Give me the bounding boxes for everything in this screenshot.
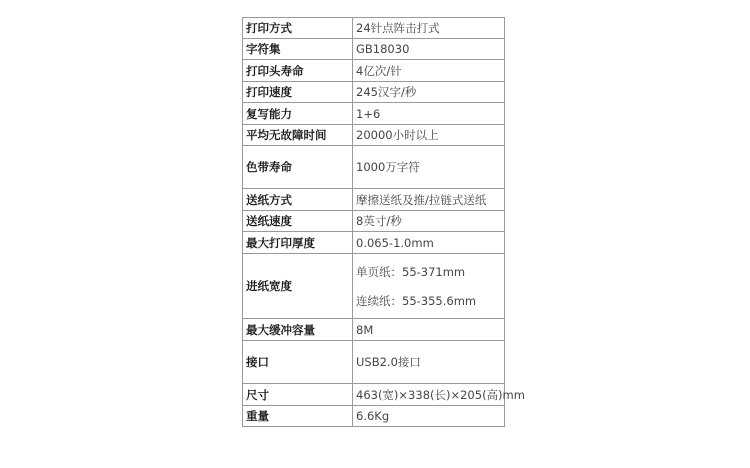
spec-row-buffer xyxy=(243,319,505,341)
spec-value: 6.6Kg xyxy=(353,406,505,427)
spec-row-head-life xyxy=(243,60,505,82)
spec-value-single-sheet: 单页纸：55-371mm xyxy=(356,264,466,279)
spec-label: 接口 xyxy=(243,341,353,384)
spec-label: 进纸宽度 xyxy=(243,254,353,319)
spec-value: 8英寸/秒 xyxy=(353,211,505,232)
spec-row-interface xyxy=(243,341,505,384)
spec-table xyxy=(242,17,525,427)
spec-row-charset xyxy=(243,39,505,60)
spec-value: 4亿次/针 xyxy=(353,60,505,82)
spec-label: 最大缓冲容量 xyxy=(243,319,353,341)
spec-row-ribbon-life xyxy=(243,146,505,189)
spec-value: 1+6 xyxy=(353,103,505,125)
spec-label: 打印方式 xyxy=(243,18,353,39)
spec-row-mtbf xyxy=(243,125,505,146)
spec-value: 24针点阵击打式 xyxy=(353,18,505,39)
spec-label: 重量 xyxy=(243,406,353,427)
spec-value-continuous: 连续纸：55-355.6mm xyxy=(356,293,477,308)
spec-row-dimensions xyxy=(243,384,505,406)
spec-row-max-thickness xyxy=(243,232,505,254)
spec-row-feed-speed xyxy=(243,211,505,232)
spec-row-weight xyxy=(243,406,505,427)
spec-value: 1000万字符 xyxy=(353,146,505,189)
spec-row-print-method xyxy=(243,18,505,39)
spec-label: 字符集 xyxy=(243,39,353,60)
spec-label: 平均无故障时间 xyxy=(243,125,353,146)
spec-value: 245汉字/秒 xyxy=(353,82,505,103)
spec-row-feed-method xyxy=(243,189,505,211)
spec-label: 复写能力 xyxy=(243,103,353,125)
spec-label: 送纸方式 xyxy=(243,189,353,211)
spec-value xyxy=(353,254,505,319)
spec-value: 463(宽)×338(长)×205(高)mm xyxy=(353,384,505,406)
spec-label: 尺寸 xyxy=(243,384,353,406)
spec-row-copy-capacity xyxy=(243,103,505,125)
spec-label: 送纸速度 xyxy=(243,211,353,232)
spec-row-print-speed xyxy=(243,82,505,103)
spec-value: GB18030 xyxy=(353,39,505,60)
spec-value: 摩擦送纸及推/拉链式送纸 xyxy=(353,189,505,211)
spec-value: 20000小时以上 xyxy=(353,125,505,146)
spec-label: 打印头寿命 xyxy=(243,60,353,82)
spec-label: 最大打印厚度 xyxy=(243,232,353,254)
spec-value: 0.065-1.0mm xyxy=(353,232,505,254)
spec-row-feed-width xyxy=(243,254,505,319)
spec-value: USB2.0接口 xyxy=(353,341,505,384)
spec-label: 打印速度 xyxy=(243,82,353,103)
spec-label: 色带寿命 xyxy=(243,146,353,189)
spec-value: 8M xyxy=(353,319,505,341)
spec-table-body xyxy=(243,18,525,427)
